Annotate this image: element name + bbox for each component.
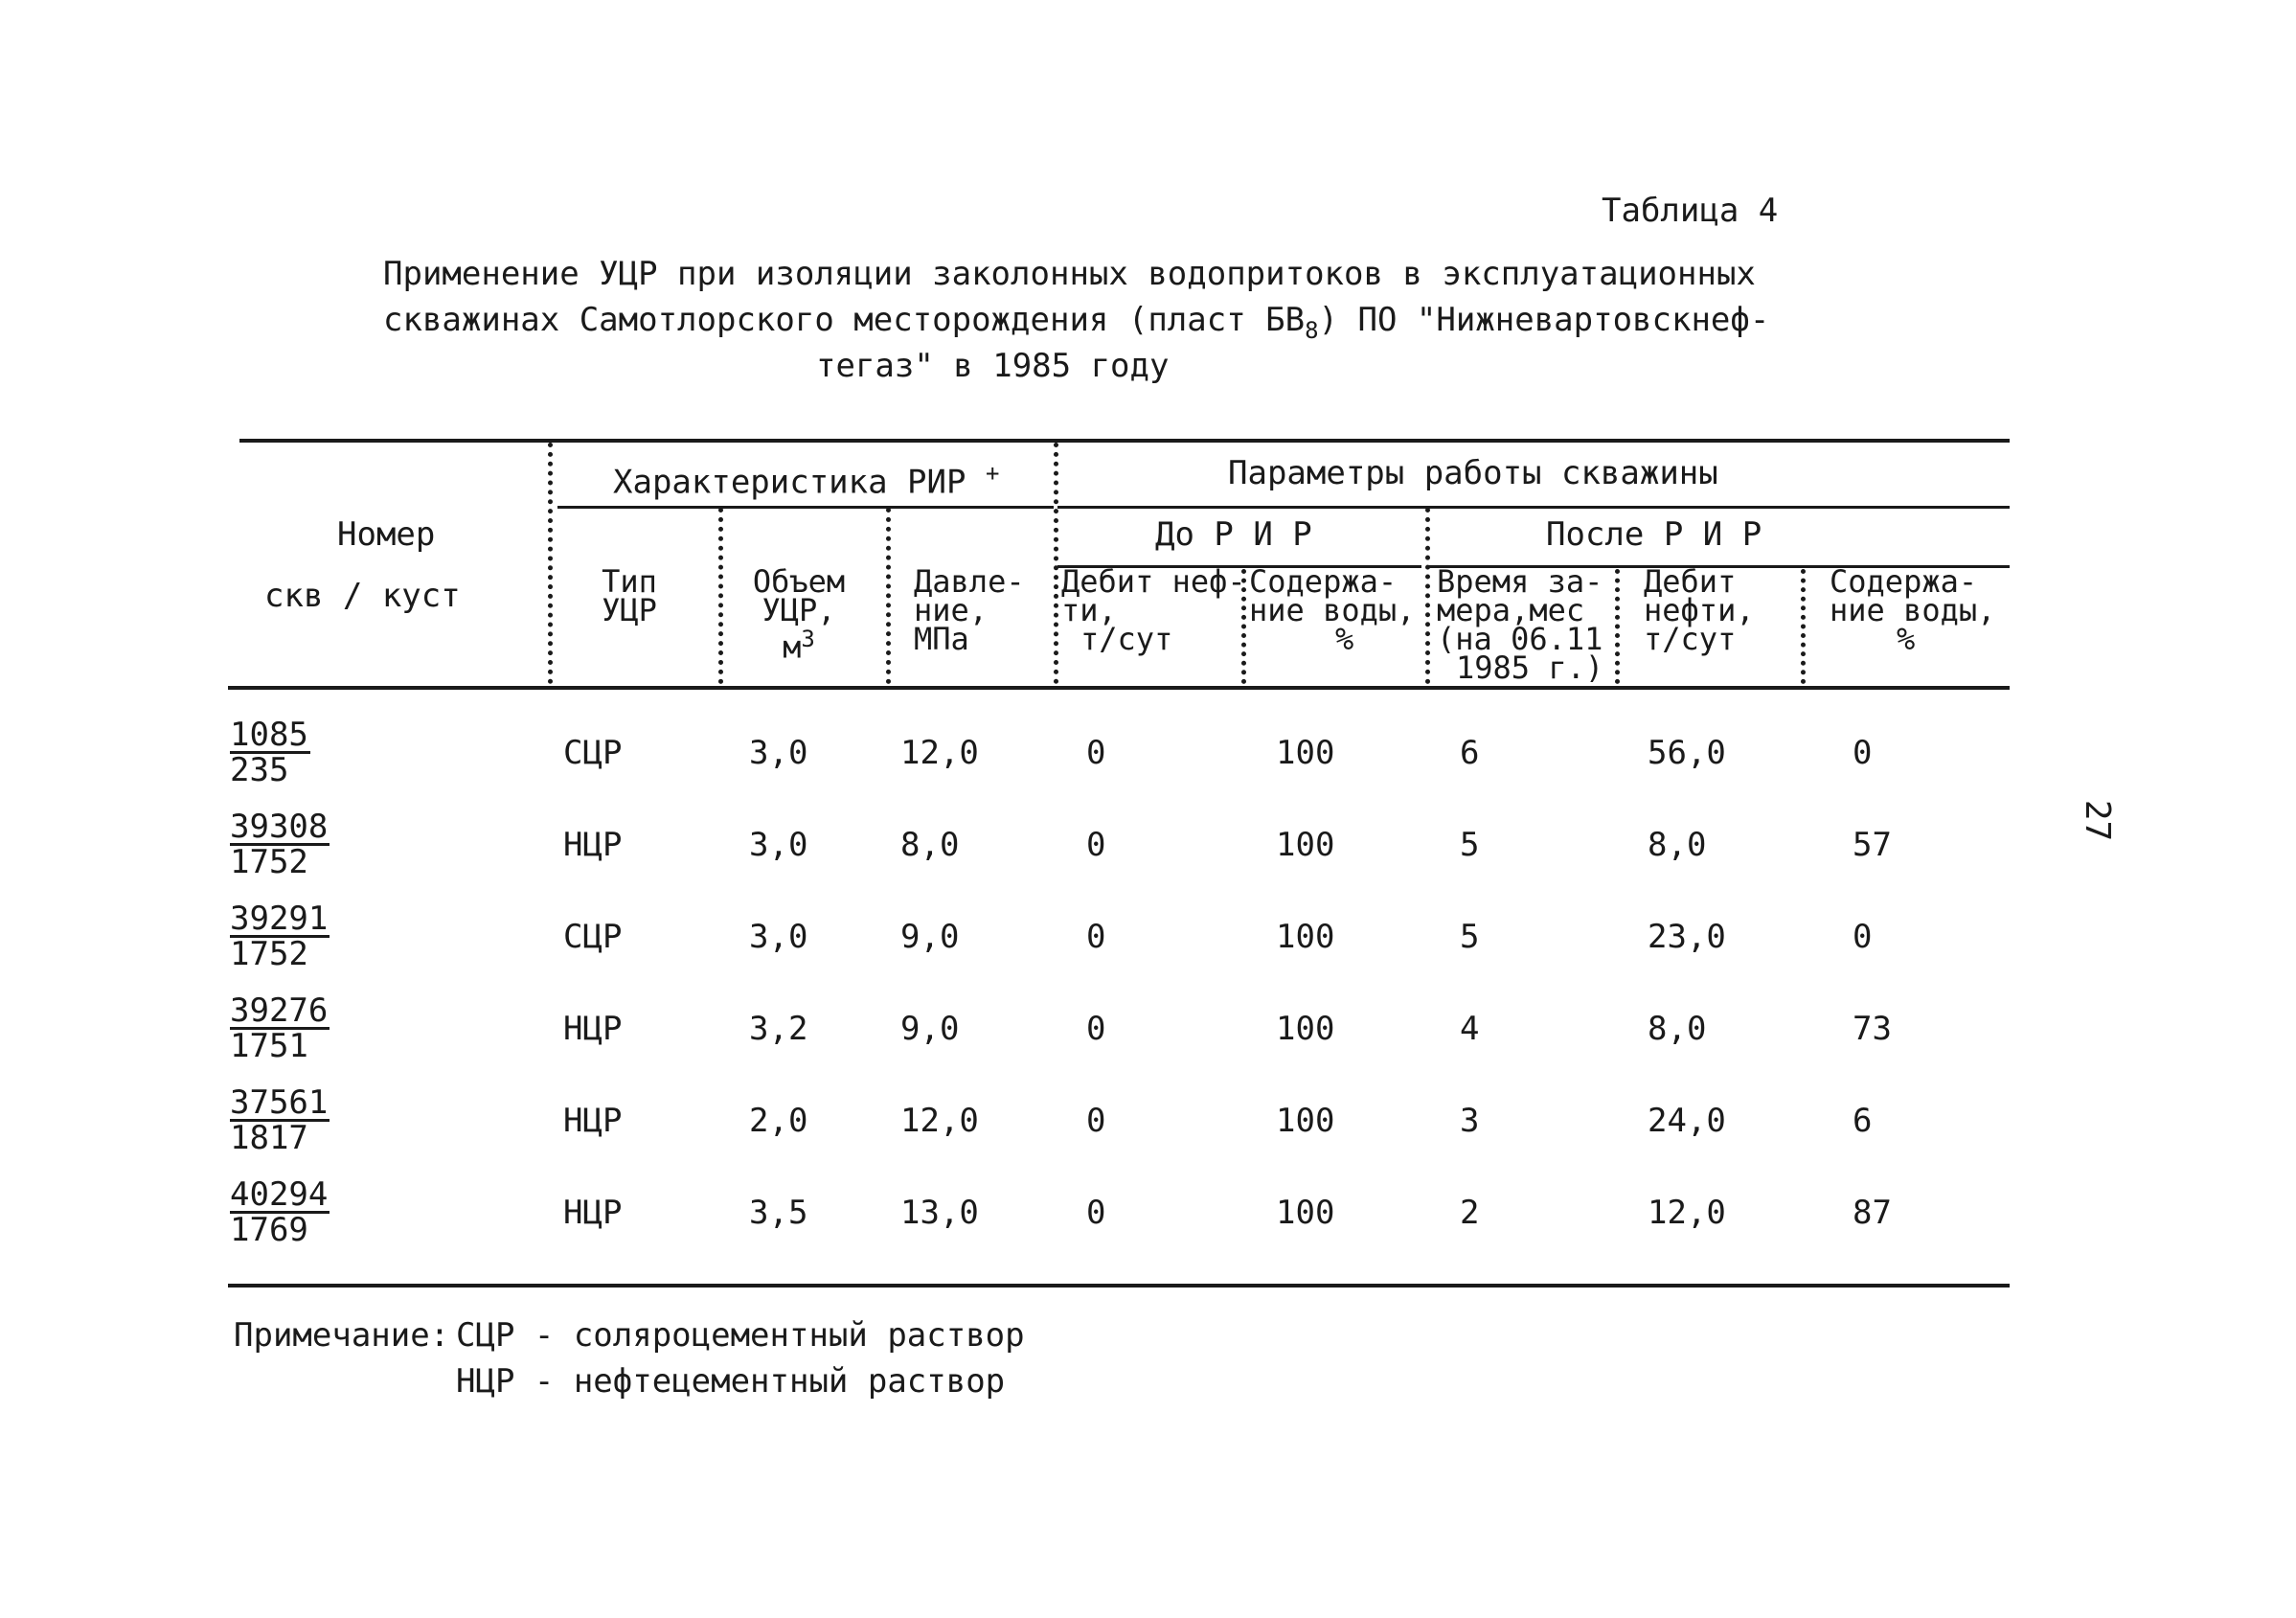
cell-type: СЦР bbox=[563, 918, 623, 956]
col-separator bbox=[548, 443, 553, 684]
well-number: 39276 bbox=[230, 991, 329, 1030]
note-label: Примечание: bbox=[234, 1316, 450, 1355]
cell-after-oil: 8,0 bbox=[1648, 1010, 1707, 1048]
cell-volume: 3,0 bbox=[749, 826, 808, 864]
title-line-1: Применение УЦР при изоляции заколонных водопритоков в эксплуатационных bbox=[383, 255, 1756, 293]
cell-well-cluster bbox=[230, 991, 330, 1065]
col-separator bbox=[718, 508, 723, 684]
header-pressure: Давле- ние, МПа bbox=[914, 563, 1025, 657]
header-before-water: Содержа- ние воды, % bbox=[1249, 563, 1416, 657]
cell-type: НЦР bbox=[563, 826, 623, 864]
cell-well-cluster bbox=[230, 1175, 330, 1249]
cell-measure-time: 6 bbox=[1460, 734, 1480, 772]
cell-pressure: 8,0 bbox=[900, 826, 960, 864]
cell-after-water: 0 bbox=[1853, 734, 1873, 772]
well-number: 37561 bbox=[230, 1083, 329, 1122]
page-number: 27 bbox=[2078, 799, 2118, 842]
cell-after-water: 0 bbox=[1853, 918, 1873, 956]
cell-after-oil: 8,0 bbox=[1648, 826, 1707, 864]
note-line-2: НЦР - нефтецементный раствор bbox=[456, 1362, 1006, 1401]
cell-volume: 3,0 bbox=[749, 918, 808, 956]
cell-before-water: 100 bbox=[1276, 918, 1335, 956]
title-line-3: тегаз" в 1985 году bbox=[816, 347, 1170, 385]
cell-after-oil: 56,0 bbox=[1648, 734, 1726, 772]
col-separator bbox=[1801, 569, 1806, 684]
cell-measure-time: 4 bbox=[1460, 1010, 1480, 1048]
well-number: 1085 bbox=[230, 716, 308, 754]
cell-volume: 3,0 bbox=[749, 734, 808, 772]
cluster-number: 1817 bbox=[230, 1119, 308, 1157]
cell-pressure: 13,0 bbox=[900, 1194, 979, 1232]
col-separator bbox=[886, 508, 891, 684]
cell-before-oil: 0 bbox=[1086, 826, 1106, 864]
header-group-rir: Характеристика РИР + bbox=[613, 460, 1000, 502]
cell-after-oil: 12,0 bbox=[1648, 1194, 1726, 1232]
cell-volume: 3,5 bbox=[749, 1194, 808, 1232]
params-group-rule bbox=[1057, 506, 2010, 509]
table-top-rule bbox=[239, 439, 2010, 443]
header-measure-time: Время за- мера,мес (на 06.11 1985 г.) bbox=[1437, 563, 1604, 686]
cluster-number: 235 bbox=[230, 751, 289, 789]
cluster-number: 1751 bbox=[230, 1027, 308, 1065]
well-number: 40294 bbox=[230, 1175, 329, 1214]
header-bottom-rule bbox=[228, 686, 2010, 690]
well-number: 39291 bbox=[230, 900, 329, 938]
cell-type: НЦР bbox=[563, 1194, 623, 1232]
cell-after-water: 6 bbox=[1853, 1102, 1873, 1140]
header-volume: Объем УЦР, $м^3$ bbox=[752, 563, 846, 666]
cell-after-water: 57 bbox=[1853, 826, 1892, 864]
header-after-water: Содержа- ние воды, % bbox=[1830, 563, 1996, 657]
cell-after-water: 73 bbox=[1853, 1010, 1892, 1048]
cell-after-oil: 23,0 bbox=[1648, 918, 1726, 956]
cell-well-cluster bbox=[230, 900, 330, 973]
cell-type: НЦР bbox=[563, 1102, 623, 1140]
cluster-number: 1769 bbox=[230, 1211, 308, 1249]
rir-group-rule bbox=[557, 506, 1054, 509]
header-before-oil: Дебит неф- ти, т/сут bbox=[1061, 563, 1246, 657]
cell-before-water: 100 bbox=[1276, 1010, 1335, 1048]
header-after-oil: Дебит нефти, т/сут bbox=[1644, 563, 1755, 657]
cell-measure-time: 5 bbox=[1460, 918, 1480, 956]
cell-before-oil: 0 bbox=[1086, 1102, 1106, 1140]
cell-pressure: 12,0 bbox=[900, 734, 979, 772]
cell-before-water: 100 bbox=[1276, 826, 1335, 864]
cell-volume: 2,0 bbox=[749, 1102, 808, 1140]
cell-after-water: 87 bbox=[1853, 1194, 1892, 1232]
header-group-params: Параметры работы скважины bbox=[1228, 454, 1718, 492]
cell-measure-time: 2 bbox=[1460, 1194, 1480, 1232]
header-well-number: Номер bbox=[337, 515, 436, 554]
cluster-number: 1752 bbox=[230, 843, 308, 881]
well-number: 39308 bbox=[230, 808, 329, 846]
cell-before-oil: 0 bbox=[1086, 1010, 1106, 1048]
cell-measure-time: 3 bbox=[1460, 1102, 1480, 1140]
cell-pressure: 12,0 bbox=[900, 1102, 979, 1140]
header-well-cluster: скв / куст bbox=[264, 577, 461, 615]
cell-before-oil: 0 bbox=[1086, 734, 1106, 772]
cell-type: НЦР bbox=[563, 1010, 623, 1048]
cell-before-oil: 0 bbox=[1086, 918, 1106, 956]
cell-type: СЦР bbox=[563, 734, 623, 772]
cell-before-water: 100 bbox=[1276, 1194, 1335, 1232]
cell-pressure: 9,0 bbox=[900, 918, 960, 956]
header-type: Тип УЦР bbox=[602, 563, 657, 628]
cell-pressure: 9,0 bbox=[900, 1010, 960, 1048]
col-separator bbox=[1054, 443, 1058, 684]
cell-before-water: 100 bbox=[1276, 1102, 1335, 1140]
cell-before-water: 100 bbox=[1276, 734, 1335, 772]
header-before-rir: До Р И Р bbox=[1155, 515, 1312, 554]
note-line-1: СЦР - соляроцементный раствор bbox=[456, 1316, 1025, 1355]
table-label: Таблица 4 bbox=[1602, 192, 1779, 230]
cell-volume: 3,2 bbox=[749, 1010, 808, 1048]
header-after-rir: После Р И Р bbox=[1546, 515, 1762, 554]
title-line-2: скважинах Самотлорского месторождения (пласт $БВ_8$) ПО "Нижневартовскнеф- bbox=[383, 301, 1770, 344]
table-bottom-rule bbox=[228, 1284, 2010, 1288]
cell-well-cluster bbox=[230, 808, 330, 881]
cluster-number: 1752 bbox=[230, 935, 308, 973]
col-separator bbox=[1425, 508, 1430, 684]
cell-well-cluster bbox=[230, 716, 310, 789]
cell-after-oil: 24,0 bbox=[1648, 1102, 1726, 1140]
col-separator bbox=[1615, 569, 1620, 684]
cell-measure-time: 5 bbox=[1460, 826, 1480, 864]
cell-before-oil: 0 bbox=[1086, 1194, 1106, 1232]
cell-well-cluster bbox=[230, 1083, 330, 1157]
